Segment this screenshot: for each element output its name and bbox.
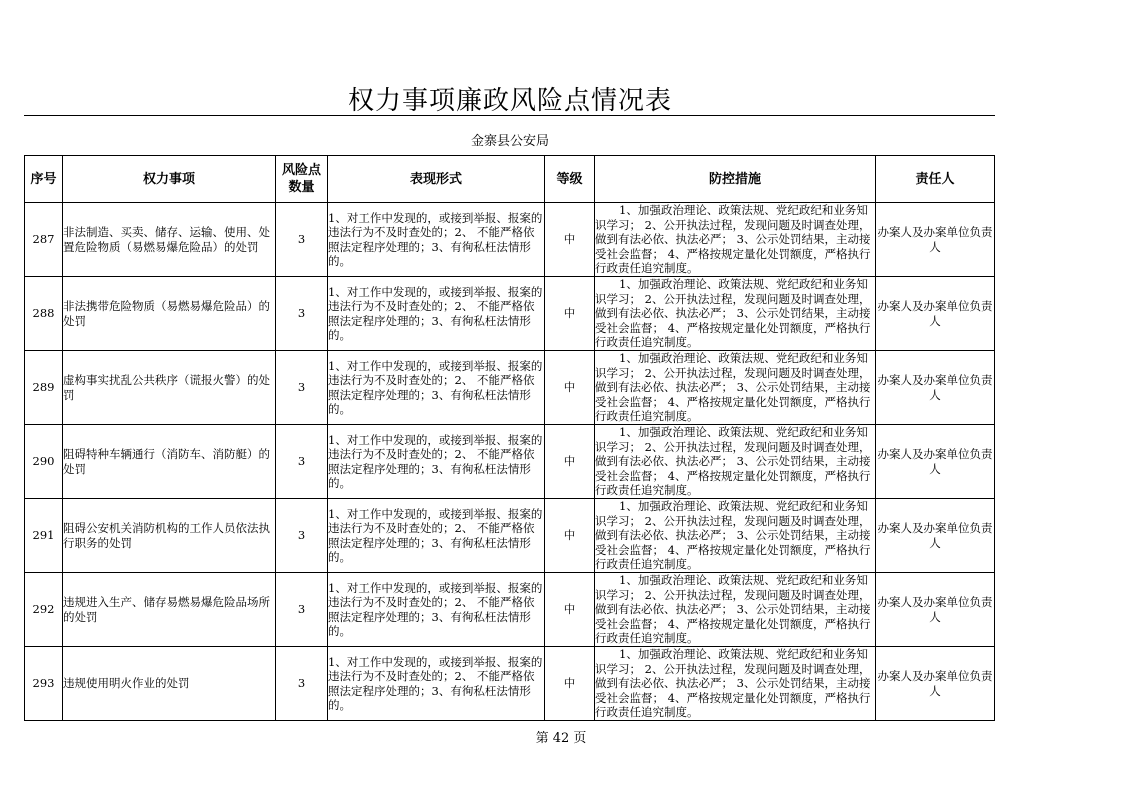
row-measures-text: 1、加强政治理论、政策法规、党纪政纪和业务知识学习； 2、公开执法过程，发现问题及时调查处理，做到有法必依、执法必严； 3、公示处罚结果，主动接受社会监督； 4、严格按规定量化处罚额度，严格执行行政责任追究制度。 bbox=[595, 203, 871, 276]
table-row bbox=[25, 425, 995, 499]
row-level: 中 bbox=[545, 277, 595, 351]
row-measures bbox=[595, 277, 876, 351]
table-row bbox=[25, 573, 995, 647]
organization-name: 金寨县公安局 bbox=[470, 134, 549, 149]
row-no: 292 bbox=[25, 573, 63, 647]
row-measures-text: 1、加强政治理论、政策法规、党纪政纪和业务知识学习； 2、公开执法过程，发现问题及时调查处理，做到有法必依、执法必严； 3、公示处罚结果，主动接受社会监督； 4、严格按规定量化处罚额度，严格执行行政责任追究制度。 bbox=[595, 647, 871, 720]
row-level: 中 bbox=[545, 203, 595, 277]
row-responsible: 办案人及办案单位负责人 bbox=[876, 499, 995, 573]
row-measures-text: 1、加强政治理论、政策法规、党纪政纪和业务知识学习； 2、公开执法过程，发现问题及时调查处理，做到有法必依、执法必严； 3、公示处罚结果，主动接受社会监督； 4、严格按规定量化处罚额度，严格执行行政责任追究制度。 bbox=[595, 573, 871, 646]
row-form: 1、对工作中发现的，或接到举报、报案的违法行为不及时查处的；2、 不能严格依照法定程序处理的；3、有徇私枉法情形的。 bbox=[328, 499, 545, 573]
row-risk-count: 3 bbox=[276, 277, 328, 351]
row-responsible: 办案人及办案单位负责人 bbox=[876, 573, 995, 647]
row-no: 289 bbox=[25, 351, 63, 425]
row-measures bbox=[595, 499, 876, 573]
table-row bbox=[25, 647, 995, 721]
row-form: 1、对工作中发现的，或接到举报、报案的违法行为不及时查处的；2、 不能严格依照法定程序处理的；3、有徇私枉法情形的。 bbox=[328, 573, 545, 647]
row-responsible: 办案人及办案单位负责人 bbox=[876, 203, 995, 277]
row-form: 1、对工作中发现的，或接到举报、报案的违法行为不及时查处的；2、 不能严格依照法定程序处理的；3、有徇私枉法情形的。 bbox=[328, 351, 545, 425]
table-row bbox=[25, 351, 995, 425]
row-measures bbox=[595, 647, 876, 721]
row-form: 1、对工作中发现的，或接到举报、报案的违法行为不及时查处的；2、 不能严格依照法定程序处理的；3、有徇私枉法情形的。 bbox=[328, 277, 545, 351]
row-no: 293 bbox=[25, 647, 63, 721]
row-item: 非法制造、买卖、储存、运输、使用、处置危险物质（易燃易爆危险品）的处罚 bbox=[63, 203, 276, 277]
row-level: 中 bbox=[545, 647, 595, 721]
row-risk-count: 3 bbox=[276, 573, 328, 647]
header-measures: 防控措施 bbox=[595, 156, 876, 203]
row-measures-text: 1、加强政治理论、政策法规、党纪政纪和业务知识学习； 2、公开执法过程，发现问题及时调查处理，做到有法必依、执法必严； 3、公示处罚结果，主动接受社会监督； 4、严格按规定量化处罚额度，严格执行行政责任追究制度。 bbox=[595, 277, 871, 350]
row-form: 1、对工作中发现的，或接到举报、报案的违法行为不及时查处的；2、 不能严格依照法定程序处理的；3、有徇私枉法情形的。 bbox=[328, 203, 545, 277]
table-row bbox=[25, 203, 995, 277]
row-item: 虚构事实扰乱公共秩序（谎报火警）的处罚 bbox=[63, 351, 276, 425]
row-risk-count: 3 bbox=[276, 425, 328, 499]
row-responsible: 办案人及办案单位负责人 bbox=[876, 277, 995, 351]
risk-table bbox=[24, 155, 995, 721]
header-level: 等级 bbox=[545, 156, 595, 203]
row-form: 1、对工作中发现的，或接到举报、报案的违法行为不及时查处的；2、 不能严格依照法定程序处理的；3、有徇私枉法情形的。 bbox=[328, 425, 545, 499]
row-risk-count: 3 bbox=[276, 203, 328, 277]
row-measures-text: 1、加强政治理论、政策法规、党纪政纪和业务知识学习； 2、公开执法过程，发现问题及时调查处理，做到有法必依、执法必严； 3、公示处罚结果，主动接受社会监督； 4、严格按规定量化处罚额度，严格执行行政责任追究制度。 bbox=[595, 351, 871, 424]
header-no: 序号 bbox=[25, 156, 63, 203]
header-form: 表现形式 bbox=[328, 156, 545, 203]
row-measures bbox=[595, 351, 876, 425]
title-divider bbox=[24, 115, 995, 116]
page-number: 第 42 页 bbox=[535, 731, 587, 746]
row-risk-count: 3 bbox=[276, 499, 328, 573]
row-item: 违规使用明火作业的处罚 bbox=[63, 647, 276, 721]
row-level: 中 bbox=[545, 425, 595, 499]
row-level: 中 bbox=[545, 351, 595, 425]
row-measures bbox=[595, 573, 876, 647]
row-responsible: 办案人及办案单位负责人 bbox=[876, 351, 995, 425]
row-item: 违规进入生产、储存易燃易爆危险品场所的处罚 bbox=[63, 573, 276, 647]
row-no: 288 bbox=[25, 277, 63, 351]
row-form: 1、对工作中发现的，或接到举报、报案的违法行为不及时查处的；2、 不能严格依照法定程序处理的；3、有徇私枉法情形的。 bbox=[328, 647, 545, 721]
header-responsible: 责任人 bbox=[876, 156, 995, 203]
row-risk-count: 3 bbox=[276, 351, 328, 425]
header-risk-count: 风险点数量 bbox=[276, 156, 328, 203]
header-item: 权力事项 bbox=[63, 156, 276, 203]
row-measures-text: 1、加强政治理论、政策法规、党纪政纪和业务知识学习； 2、公开执法过程，发现问题及时调查处理，做到有法必依、执法必严； 3、公示处罚结果，主动接受社会监督； 4、严格按规定量化处罚额度，严格执行行政责任追究制度。 bbox=[595, 499, 871, 572]
row-risk-count: 3 bbox=[276, 647, 328, 721]
table-row bbox=[25, 277, 995, 351]
table-header-row bbox=[25, 156, 995, 203]
row-measures-text: 1、加强政治理论、政策法规、党纪政纪和业务知识学习； 2、公开执法过程，发现问题及时调查处理，做到有法必依、执法必严； 3、公示处罚结果，主动接受社会监督； 4、严格按规定量化处罚额度，严格执行行政责任追究制度。 bbox=[595, 425, 871, 498]
row-responsible: 办案人及办案单位负责人 bbox=[876, 647, 995, 721]
row-measures bbox=[595, 425, 876, 499]
row-no: 291 bbox=[25, 499, 63, 573]
row-item: 阻碍公安机关消防机构的工作人员依法执行职务的处罚 bbox=[63, 499, 276, 573]
row-item: 非法携带危险物质（易燃易爆危险品）的处罚 bbox=[63, 277, 276, 351]
row-level: 中 bbox=[545, 573, 595, 647]
row-measures bbox=[595, 203, 876, 277]
row-no: 290 bbox=[25, 425, 63, 499]
row-item: 阻碍特种车辆通行（消防车、消防艇）的处罚 bbox=[63, 425, 276, 499]
page-title: 权力事项廉政风险点情况表 bbox=[347, 86, 672, 116]
row-no: 287 bbox=[25, 203, 63, 277]
row-level: 中 bbox=[545, 499, 595, 573]
row-responsible: 办案人及办案单位负责人 bbox=[876, 425, 995, 499]
table-row bbox=[25, 499, 995, 573]
